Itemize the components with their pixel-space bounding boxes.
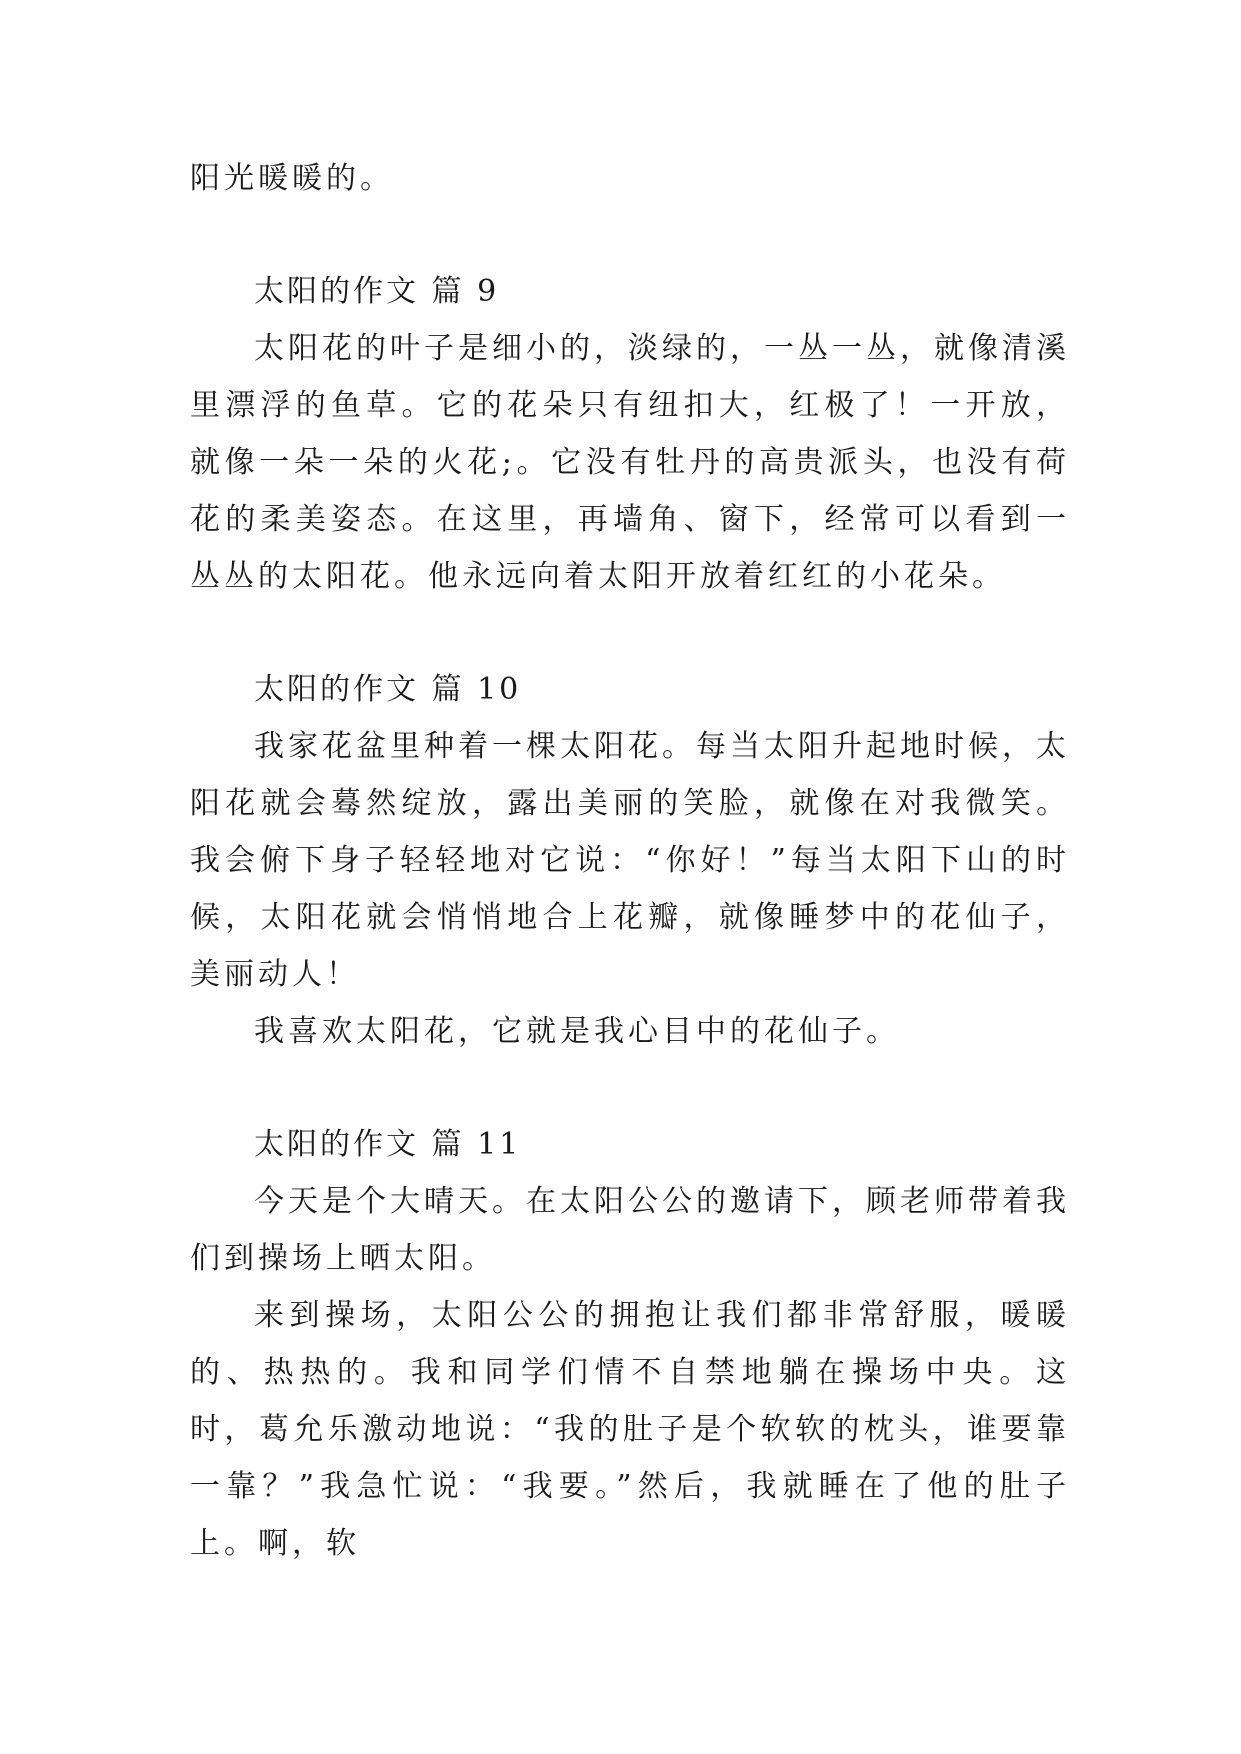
document-body xyxy=(190,150,1070,1572)
section-title: 太阳的作文 篇 10 xyxy=(254,672,522,707)
intro-paragraph: 阳光暖暖的。 xyxy=(190,161,394,196)
section-paragraph: 今天是个大晴天。在太阳公公的邀请下，顾老师带着我们到操场上晒太阳。 xyxy=(190,1184,1070,1276)
section-paragraph: 太阳花的叶子是细小的，淡绿的，一丛一丛，就像清溪里漂浮的鱼草。它的花朵只有纽扣大，红极了！一开放，就像一朵一朵的火花;。它没有牡丹的高贵派头，也没有荷花的柔美姿态。在这里，再墙角、窗下，经常可以看到一丛丛的太阳花。他永远向着太阳开放着红红的小花朵。 xyxy=(190,331,1070,594)
section-paragraph: 来到操场，太阳公公的拥抱让我们都非常舒服，暖暖的、热热的。我和同学们情不自禁地躺在操场中央。这时，葛允乐激动地说：“我的肚子是个软软的枕头，谁要靠一靠？”我急忙说：“我要。”然后，我就睡在了他的肚子上。啊，软 xyxy=(190,1298,1070,1561)
section-paragraph: 我家花盆里种着一棵太阳花。每当太阳升起地时候，太阳花就会蓦然绽放，露出美丽的笑脸，就像在对我微笑。我会俯下身子轻轻地对它说：“你好！”每当太阳下山的时候，太阳花就会悄悄地合上花瓣，就像睡梦中的花仙子，美丽动人！ xyxy=(190,729,1070,992)
section-10 xyxy=(190,661,1070,1060)
section-11 xyxy=(190,1116,1070,1572)
section-9 xyxy=(190,263,1070,605)
section-title: 太阳的作文 篇 9 xyxy=(254,274,500,309)
section-paragraph: 我喜欢太阳花，它就是我心目中的花仙子。 xyxy=(254,1014,900,1049)
section-title: 太阳的作文 篇 11 xyxy=(254,1127,522,1162)
